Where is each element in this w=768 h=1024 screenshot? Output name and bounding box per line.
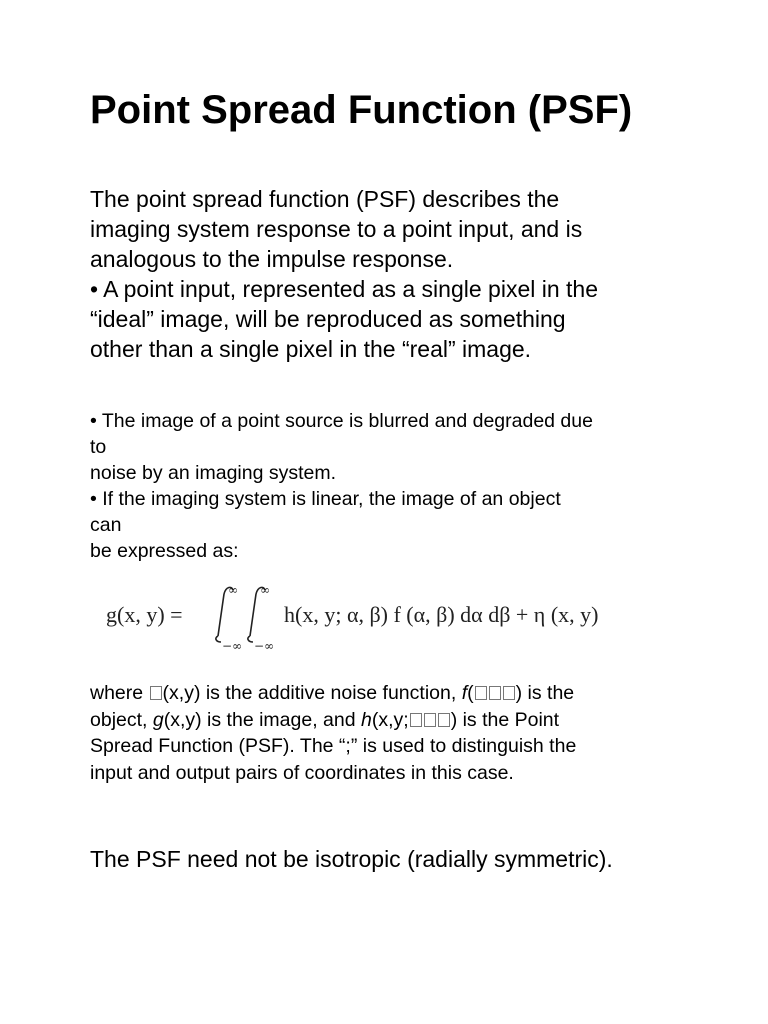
equation-lhs: g(x, y) = (106, 602, 183, 627)
symbol-f: f (461, 682, 468, 704)
intro-bullet-line: “ideal” image, will be reproduced as something (90, 306, 566, 332)
where-line: Spread Function (PSF). The “;” is used to distinguish the (90, 735, 577, 757)
lower-limit: −∞ (254, 639, 275, 653)
missing-glyph-icon (475, 686, 487, 700)
equation-integrand: h(x, y; α, β) f (α, β) dα dβ + η (x, y) (284, 602, 599, 627)
missing-glyph-icon (424, 713, 436, 727)
bullet-line: can (90, 514, 122, 536)
where-line: input and output pairs of coordinates in this case. (90, 761, 514, 784)
where-text: ) is the Point (450, 708, 560, 731)
lower-limit: −∞ (222, 639, 243, 653)
bullet-line: to (90, 436, 107, 458)
where-line (90, 707, 710, 734)
intro-bullet-line: • A point input, represented as a single pixel in the (90, 276, 598, 302)
psf-equation (88, 582, 708, 654)
where-text: ( (467, 682, 474, 704)
missing-glyph-icon (410, 713, 422, 727)
intro-paragraph (90, 184, 710, 364)
page-title: Point Spread Function (PSF) (90, 88, 633, 132)
where-text: object, (90, 708, 153, 731)
where-text: (x,y) is the image, and (163, 708, 361, 731)
intro-line: imaging system response to a point input, and is (90, 216, 583, 242)
missing-glyph-icon (150, 686, 162, 700)
bullet-line: noise by an imaging system. (90, 462, 337, 484)
bullet-line: be expressed as: (90, 540, 239, 562)
intro-bullet-line: other than a single pixel in the “real” image. (90, 336, 532, 362)
missing-glyph-icon (438, 713, 450, 727)
intro-line: The point spread function (PSF) describes the (90, 186, 560, 212)
where-paragraph (90, 680, 710, 786)
bullet-line: • The image of a point source is blurred and degraded due (90, 410, 593, 432)
where-text: (x,y; (371, 708, 409, 731)
bullet-line: • If the imaging system is linear, the image of an object (90, 488, 561, 510)
upper-limit: ∞ (228, 583, 238, 597)
closing-statement: The PSF need not be isotropic (radially symmetric). (90, 846, 613, 872)
intro-line: analogous to the impulse response. (90, 246, 454, 272)
where-text: ) is the (515, 682, 575, 704)
where-text: where (90, 682, 149, 704)
where-line (90, 680, 710, 707)
missing-glyph-icon (489, 686, 501, 700)
where-text: (x,y) is the additive noise function, (162, 682, 462, 704)
upper-limit: ∞ (260, 583, 270, 597)
symbol-g: g (152, 708, 164, 731)
symbol-h: h (360, 708, 372, 731)
missing-glyph-icon (503, 686, 515, 700)
bullet-paragraph (90, 408, 690, 564)
